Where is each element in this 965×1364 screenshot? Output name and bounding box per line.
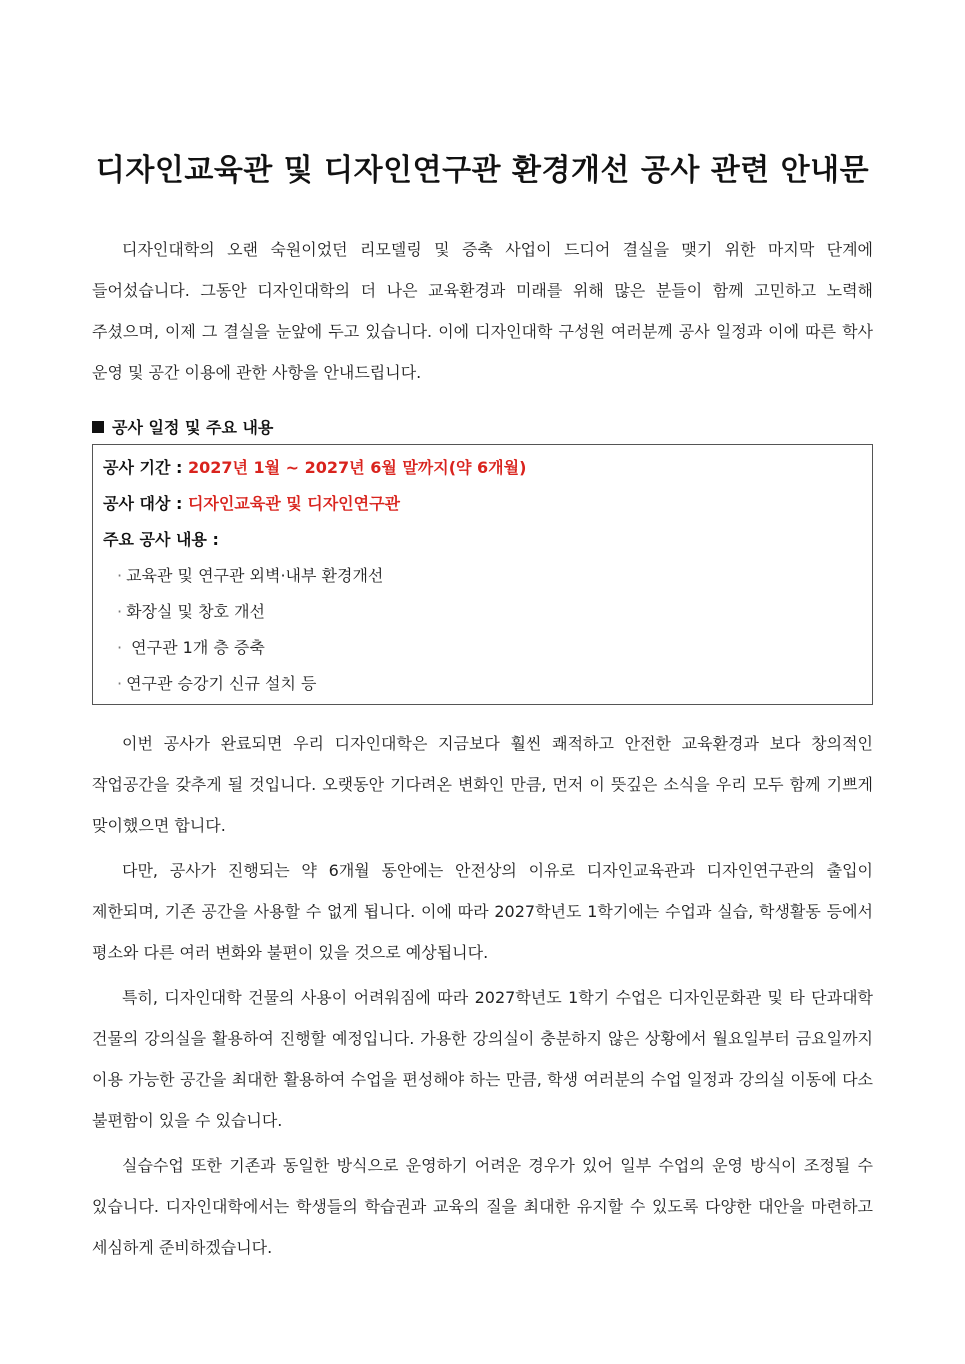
bullet-dot: ·	[117, 674, 123, 693]
schedule-box	[92, 444, 873, 705]
section-heading-text: 공사 일정 및 주요 내용	[112, 418, 274, 437]
document-title: 디자인교육관 및 디자인연구관 환경개선 공사 관련 안내문	[95, 153, 870, 188]
intro-paragraph: 디자인대학의 오랜 숙원이었던 리모델링 및 증축 사업이 드디어 결실을 맺기 위한 마지막 단계에 들어섰습니다. 그동안 디자인대학의 더 나은 교육환경과 미래를 위해 많은 분들이 함께 고민하고 노력해 주셨으며, 이제 그 결실을 눈앞에 두고 있습니다. 이에 디자인대학 구성원 여러분께 공사 일정과 이에 따른 학사 운영 및 공간 이용에 관한 사항을 안내드립니다.	[92, 240, 873, 382]
bullet-dot: ·	[117, 602, 123, 621]
list-item-text: 연구관 승강기 신규 설치 등	[126, 674, 317, 693]
list-item	[103, 558, 862, 594]
body-paragraph: 실습수업 또한 기존과 동일한 방식으로 운영하기 어려운 경우가 있어 일부 수업의 운영 방식이 조정될 수 있습니다. 디자인대학에서는 학생들의 학습권과 교육의 질을 최대한 유지할 수 있도록 다양한 대안을 마련하고 세심하게 준비하겠습니다.	[92, 1156, 873, 1257]
period-row	[103, 450, 862, 486]
body-paragraph: 다만, 공사가 진행되는 약 6개월 동안에는 안전상의 이유로 디자인교육관과 디자인연구관의 출입이 제한되며, 기존 공간을 사용할 수 없게 됩니다. 이에 따라 2027학년도 1학기에는 수업과 실습, 학생활동 등에서 평소와 다른 여러 변화와 불편이 있을 것으로 예상됩니다.	[92, 861, 873, 962]
period-label: 공사 기간 :	[103, 458, 188, 477]
contents-row	[103, 522, 862, 558]
list-item	[103, 630, 862, 666]
target-row	[103, 486, 862, 522]
bullet-dot: ·	[117, 566, 123, 585]
list-item-text: 화장실 및 창호 개선	[126, 602, 265, 621]
list-item	[103, 594, 862, 630]
document-page	[92, 145, 873, 1268]
target-label: 공사 대상 :	[103, 494, 188, 513]
target-value: 디자인교육관 및 디자인연구관	[187, 494, 401, 513]
contents-label: 주요 공사 내용 :	[103, 530, 219, 549]
period-value: 2027년 1월 ~ 2027년 6월 말까지(약 6개월)	[187, 458, 527, 477]
bullet-dot: ·	[117, 638, 123, 657]
list-item	[103, 666, 862, 702]
black-square-icon	[92, 421, 104, 433]
list-item-text: 연구관 1개 층 증축	[126, 638, 265, 657]
body-paragraph: 이번 공사가 완료되면 우리 디자인대학은 지금보다 훨씬 쾌적하고 안전한 교육환경과 보다 창의적인 작업공간을 갖추게 될 것입니다. 오랫동안 기다려온 변화인 만큼, 먼저 이 뜻깊은 소식을 우리 모두 함께 기쁘게 맞이했으면 합니다.	[92, 734, 873, 835]
list-item-text: 교육관 및 연구관 외벽·내부 환경개선	[126, 566, 384, 585]
section-heading	[92, 415, 873, 438]
body-paragraph: 특히, 디자인대학 건물의 사용이 어려워짐에 따라 2027학년도 1학기 수업은 디자인문화관 및 타 단과대학 건물의 강의실을 활용하여 진행할 예정입니다. 가용한 강의실이 충분하지 않은 상황에서 월요일부터 금요일까지 이용 가능한 공간을 최대한 활용하여 수업을 편성해야 하는 만큼, 학생 여러분의 수업 일정과 강의실 이동에 다소 불편함이 있을 수 있습니다.	[92, 988, 873, 1130]
